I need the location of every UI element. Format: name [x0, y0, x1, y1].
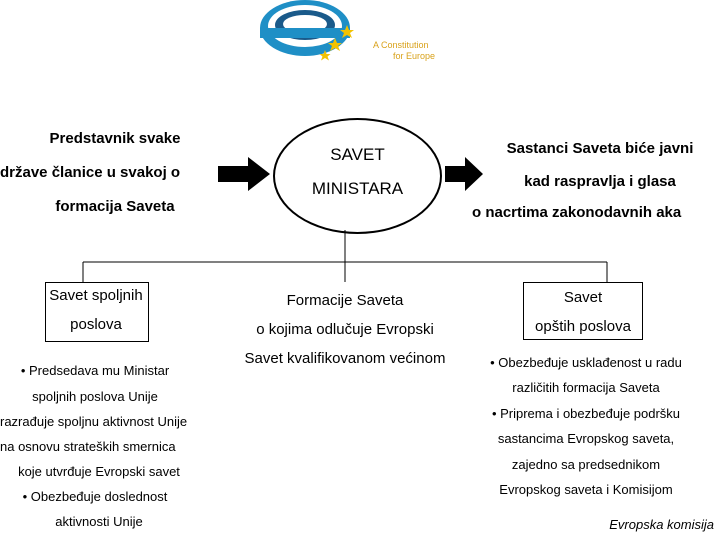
- left-box-line-1: Savet spoljnih: [49, 287, 143, 304]
- right-body-line-5: zajedno sa predsednikom: [511, 457, 661, 472]
- left-body-line-3: razrađuje spoljnu aktivnost Unije: [0, 414, 188, 429]
- logo-line-2: for Europe: [393, 51, 436, 61]
- left-body-line-6: • Obezbeđuje doslednost: [22, 489, 168, 504]
- center-header-line-1: SAVET: [330, 145, 385, 164]
- left-header-line-2: države članice u svakoj o: [0, 164, 181, 181]
- right-body-line-4: sastancima Evropskog saveta,: [497, 431, 675, 446]
- center-box-line-1: Formacije Saveta: [286, 292, 404, 309]
- left-body-line-2: spoljnih poslova Unije: [32, 389, 158, 404]
- left-box-line-2: poslova: [70, 316, 122, 333]
- footer-credit: Evropska komisija: [609, 517, 714, 532]
- logo-line-1: A Constitution: [373, 40, 429, 50]
- left-body-line-7: aktivnosti Unije: [55, 514, 143, 529]
- left-header-line-3: formacija Saveta: [55, 198, 175, 215]
- right-box-line-2: opštih poslova: [535, 318, 631, 335]
- left-body-line-1: • Predsedava mu Ministar: [20, 363, 170, 378]
- right-header-line-3: o nacrtima zakonodavnih aka: [472, 204, 682, 221]
- left-body-line-4: na osnovu strateških smernica: [0, 439, 176, 454]
- right-header-line-2: kad raspravlja i glasa: [524, 173, 676, 190]
- right-body-line-3: • Priprema i obezbeđuje podršku: [491, 406, 681, 421]
- center-header-line-2: MINISTARA: [311, 179, 404, 198]
- right-body-line-1: • Obezbeđuje usklađenost u radu: [490, 355, 682, 370]
- center-box-line-3: Savet kvalifikovanom većinom: [244, 350, 446, 367]
- right-header-line-1: Sastanci Saveta biće javni: [506, 140, 694, 157]
- right-body-line-2: različitih formacija Saveta: [512, 380, 660, 395]
- right-box-line-1: Savet: [563, 289, 603, 306]
- right-body-line-6: Evropskog saveta i Komisijom: [499, 482, 673, 497]
- center-box-line-2: o kojima odlučuje Evropski: [256, 321, 434, 338]
- left-body-line-5: koje utvrđuje Evropski savet: [18, 464, 180, 479]
- left-header-line-1: Predstavnik svake: [49, 130, 181, 147]
